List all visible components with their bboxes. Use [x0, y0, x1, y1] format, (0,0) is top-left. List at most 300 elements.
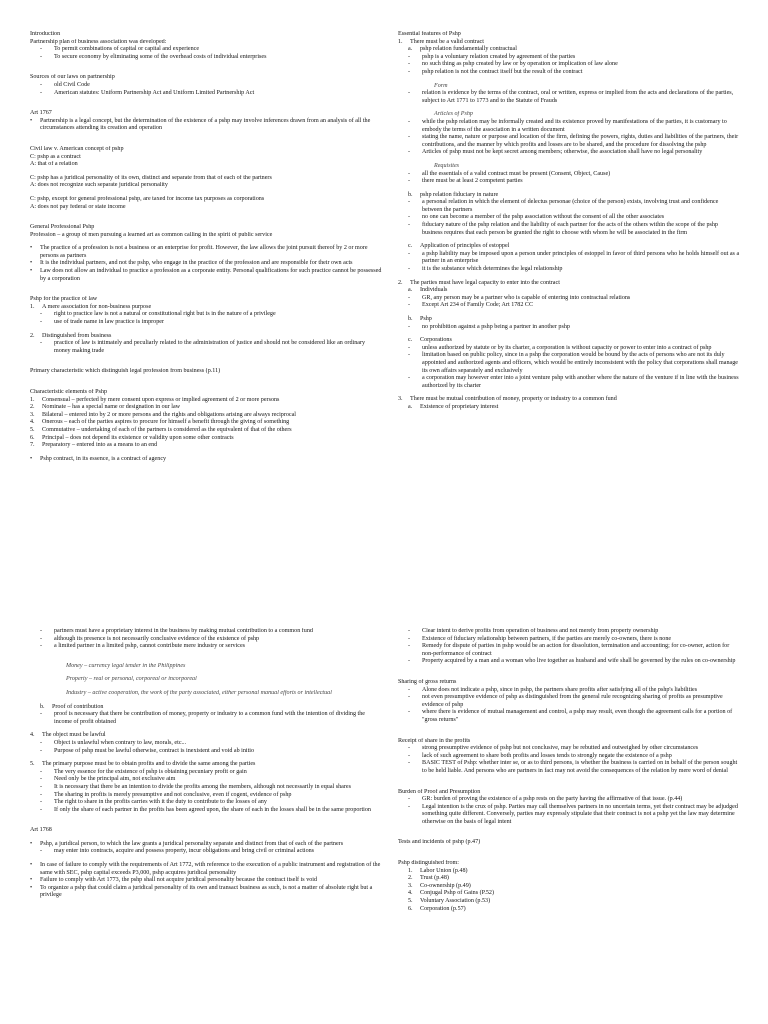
item-number: 7. [30, 442, 35, 449]
list-item [30, 54, 382, 62]
spacer [398, 847, 740, 853]
list-item [30, 90, 382, 98]
item-number: c. [408, 243, 413, 250]
list-item [30, 848, 382, 856]
item-number: 3. [398, 396, 403, 403]
subheading: Industry – active cooperation, the work of the party associated, either personal manual efforts or intellectual [66, 689, 332, 696]
item-text: The practice of a profession is not a business or an enterprise for profit. However, the law allows the joint pursuit thereof by 2 or more persons as partners [40, 245, 368, 259]
dash-icon: - [40, 340, 43, 347]
numbered-item [398, 404, 740, 412]
dash-icon: - [40, 739, 43, 746]
spacer [30, 651, 382, 657]
dash-icon: - [40, 53, 43, 60]
item-text: no one can become a member of the pshp association without the consent of all the other associates [422, 214, 665, 221]
list-item [30, 807, 382, 815]
dash-icon: - [408, 709, 411, 716]
dash-icon: - [408, 796, 411, 803]
item-number: 5. [408, 898, 413, 905]
item-text: all the essentials of a valid contract must be present (Consent, Object, Cause) [422, 170, 611, 177]
list-item [398, 171, 740, 179]
list-item [30, 245, 382, 260]
item-number: 1. [30, 303, 35, 310]
numbered-item [398, 46, 740, 54]
list-item [30, 46, 382, 54]
item-number: 2. [408, 875, 413, 882]
item-text: Need only be the principal aim, not exclusive aim [54, 776, 176, 783]
numbered-item [398, 396, 740, 404]
item-text: pshp relation is not the contract itself but the result of the contract [422, 68, 583, 75]
bullet-icon: • [30, 840, 33, 847]
bottom-right-column [398, 628, 740, 1024]
dash-icon: - [408, 250, 411, 257]
dash-icon: - [40, 311, 43, 318]
item-text: may enter into contracts, acquire and possess property, incur obligations and bring civil or criminal actions [54, 848, 315, 855]
list-item [398, 658, 740, 666]
numbered-item [30, 435, 382, 443]
item-text: Partnership is a legal concept, but the determination of the existence of a pshp may involve inferences drawn from an analysis of all the circumstances attending its creation and operation [40, 117, 371, 132]
item-number: 5. [30, 426, 35, 433]
item-text: Trust (p.48) [420, 875, 449, 882]
dash-icon: - [408, 686, 411, 693]
numbered-item [30, 732, 382, 740]
numbered-item [30, 442, 382, 450]
subheading: Money – currency legal tender in the Philippines [66, 662, 186, 669]
item-text: lack of such agreement to share both profits and losses tends to strongly negate the existence of a pshp [422, 752, 672, 759]
item-text: Pshp [420, 316, 432, 322]
subheading: Form [434, 82, 448, 89]
bullet-icon: • [30, 117, 33, 124]
spacer [30, 211, 382, 217]
list-item [398, 628, 740, 636]
item-text: The very essence for the existence of pshp is obtaining pecuniary profit or gain [54, 768, 247, 775]
dash-icon: - [408, 214, 411, 221]
spacer [30, 376, 382, 382]
dash-icon: - [40, 643, 43, 650]
item-text: Pshp contract, in its essence, is a contract of agency [40, 455, 167, 462]
list-item [30, 118, 382, 133]
item-text: To organize a pshp that could claim a juridical personality of its own and transact business as such, is not a matter of absolute right but a privilege [40, 884, 373, 899]
dash-icon: - [40, 848, 43, 855]
item-number: a. [408, 46, 413, 53]
bullet-icon: • [30, 884, 33, 891]
item-text: There must be a valid contract [410, 38, 484, 45]
dash-icon: - [40, 806, 43, 813]
subheading: Requisites [434, 162, 460, 169]
numbered-item [398, 868, 740, 876]
numbered-item [30, 397, 382, 405]
spacer [398, 725, 740, 731]
dash-icon: - [40, 791, 43, 798]
item-number: 2. [398, 279, 403, 286]
list-item [398, 69, 740, 77]
list-item [398, 375, 740, 390]
text-line: A: does not pay federal or state income [30, 203, 126, 210]
item-text: no prohibition against a pshp being a partner in another pshp [422, 323, 570, 330]
item-text: proof is necessary that there be contribution of money, property or industry to a common fund with the intention of dividing the income of profit obtained [54, 711, 365, 725]
item-number: b. [40, 703, 45, 710]
dash-icon: - [408, 694, 411, 701]
item-text: Articles of pshp must not be kept secret among members; otherwise, the association shall have no legal personality [422, 149, 703, 156]
item-text: Individuals [420, 287, 448, 294]
item-text: Principal – does not depend its existence or validity upon some other contracts [42, 434, 234, 441]
item-text: pshp is a voluntary relation created by agreement of the parties [422, 53, 576, 60]
item-number: a. [408, 287, 413, 294]
list-item [398, 61, 740, 69]
dash-icon: - [408, 752, 411, 759]
numbered-item [398, 280, 740, 288]
spacer [398, 666, 740, 672]
list-item [30, 885, 382, 900]
item-text: GR, any person may be a partner who is capable of entering into contractual relations [422, 294, 631, 301]
list-item [30, 628, 382, 636]
list-item [30, 841, 382, 849]
list-item [30, 748, 382, 756]
list-item [30, 784, 382, 792]
dash-icon: - [408, 222, 411, 229]
list-item [30, 711, 382, 726]
item-text: limitation based on public policy, since in a pshp the corporation would be bound by the acts of persons who are not its duly appointed and authorized agents and officers, which would be entirely inconsistent with the policy that corporations shall manage its own affairs separately and exclusively [422, 352, 738, 374]
text-line: Introduction [30, 31, 61, 37]
numbered-item [30, 427, 382, 435]
item-number: 4. [30, 419, 35, 426]
bullet-icon: • [30, 260, 33, 267]
item-number: b. [408, 191, 413, 198]
item-text: It is necessary that there be an intention to divide the profits among the members, although not necessarily in equal shares [54, 783, 351, 790]
dash-icon: - [408, 643, 411, 650]
dash-icon: - [40, 747, 43, 754]
dash-icon: - [408, 90, 411, 97]
list-item [398, 266, 740, 274]
item-text: Property acquired by a man and a woman who live together as husband and wife shall be governed by the rules on co-ownership [422, 658, 736, 665]
item-number: c. [408, 337, 413, 344]
section-heading: Tests and incidents of pshp (p.47) [398, 839, 481, 846]
item-text: unless authorized by statute or by its charter, a corporation is without capacity or power to enter into a contract of pshp [422, 344, 712, 351]
item-text: Commutative – undertaking of each of the partners is considered as the equivalent of that of the others [42, 426, 292, 433]
list-item [30, 260, 382, 268]
item-text: Application of principles of estoppel [420, 243, 510, 250]
dash-icon: - [408, 294, 411, 301]
bullet-icon: • [30, 877, 33, 884]
dash-icon: - [40, 768, 43, 775]
item-text: Alone does not indicate a pshp, since in pshp, the partners share profits after satisfying all of the pshp's liabilities [422, 686, 698, 693]
item-text: To secure economy by eliminating some of the overhead costs of individual enterprises [54, 53, 267, 60]
section-heading: General Professional Pshp [30, 224, 95, 231]
item-text: Conjugal Pshp of Gains (P.52) [420, 890, 494, 897]
item-text: To permit combinations of capital or capital and experience [54, 46, 200, 53]
list-item [398, 796, 740, 804]
list-item [30, 456, 382, 464]
item-text: it is the substance which determines the legal relationship [422, 266, 563, 273]
text-line: Essential features of Pshp [398, 31, 461, 37]
item-text: BASIC TEST of Pshp: whether inter se, or as to third persons, is whether the business is carried on in behalf of the person sought to be held liable. And persons who are partners in fact may not avoid the consequences of the relation by mere word of denial [422, 760, 738, 774]
item-text: a corporation may however enter into a joint venture pshp with another where the nature of the venture if in line with the business authorized by its charter [422, 375, 739, 389]
item-text: Nominate – has a special name or designation in our law [42, 404, 181, 411]
dash-icon: - [40, 81, 43, 88]
list-item [398, 643, 740, 658]
item-text: practice of law is intimately and peculiarly related to the administration of justice and should not be considered like an ordinary money making trade [54, 340, 366, 354]
list-item [398, 119, 740, 134]
dash-icon: - [408, 344, 411, 351]
dash-icon: - [408, 134, 411, 141]
list-item [30, 799, 382, 807]
dash-icon: - [408, 199, 411, 206]
dash-icon: - [40, 776, 43, 783]
spacer [398, 826, 740, 832]
bullet-icon: • [30, 268, 33, 275]
section-heading: Sources of our laws on partnership [30, 74, 115, 81]
item-number: 4. [408, 890, 413, 897]
section-heading: Characteristic elements of Pshp [30, 389, 107, 395]
list-item [398, 134, 740, 149]
item-text: where there is evidence of mutual management and control, a pshp may result, even though the agreement calls for a portion of "gross returns" [422, 709, 733, 723]
spacer [398, 776, 740, 782]
item-text: Preparatory – entered into as a means to an end [42, 442, 158, 449]
list-item [30, 862, 382, 877]
dash-icon: - [408, 53, 411, 60]
item-number: 3. [30, 411, 35, 418]
section-heading: Sharing of gross returns [398, 678, 457, 685]
item-text: If only the share of each partner in the profits has been agreed upon, the share of each in the losses shall be in the same proportion [54, 806, 371, 813]
dash-icon: - [408, 68, 411, 75]
list-item [398, 804, 740, 827]
list-item [30, 319, 382, 327]
item-text: It is the individual partners, and not the pshp, who engage in the practice of the profession and are responsible for their own acts [40, 260, 353, 267]
list-item [398, 352, 740, 375]
item-text: strong presumptive evidence of pshp but not conclusive, may be rebutted and outweighed by other circumstances [422, 745, 699, 752]
dash-icon: - [40, 711, 43, 718]
spacer [30, 355, 382, 361]
list-item [398, 324, 740, 332]
list-item [30, 769, 382, 777]
spacer [30, 61, 382, 67]
dash-icon: - [408, 118, 411, 125]
dash-icon: - [40, 635, 43, 642]
numbered-item [30, 419, 382, 427]
item-text: Proof of contribution [52, 703, 104, 710]
top-right-column [398, 31, 740, 583]
list-item [30, 268, 382, 283]
item-text: while the pshp relation may be informally created and its existence proved by manifestations of the parties, it is customary to embody the terms of the association in a written document [422, 118, 727, 133]
item-text: Existence of proprietary interest [420, 403, 499, 410]
item-text: relation is evidence by the terms of the contract, oral or written, express or implied from the acts and declarations of the parties, subject to Art 1771 to 1773 and to the Statute of Frauds [422, 90, 734, 104]
dash-icon: - [40, 799, 43, 806]
item-text: not even presumptive evidence of pshp as distinguished from the general rule recognizing sharing of profits as presumptive evidence of pshp [422, 694, 723, 708]
subheading: Articles of Pshp [434, 111, 473, 118]
text-line: A: that of a relation [30, 161, 78, 168]
item-text: although its presence is not necessarily conclusive evidence of the existence of pshp [54, 635, 260, 642]
numbered-item [30, 404, 382, 412]
dash-icon: - [408, 635, 411, 642]
spacer [30, 133, 382, 139]
dash-icon: - [408, 323, 411, 330]
numbered-item [398, 243, 740, 251]
list-item [30, 340, 382, 355]
dash-icon: - [408, 170, 411, 177]
top-left-column [30, 31, 382, 583]
list-item [398, 760, 740, 775]
item-text: Clear intent to derive profits from operation of business and not merely from property ownership [422, 628, 659, 634]
section-heading: Art 1767 [30, 110, 52, 117]
subheading: Property – real or personal, corporeal or incorporeal [66, 676, 197, 683]
spacer [30, 283, 382, 289]
dash-icon: - [40, 783, 43, 790]
numbered-item [398, 316, 740, 324]
item-number: 3. [408, 882, 413, 889]
section-heading: Civil law v. American concept of pshp [30, 145, 124, 152]
dash-icon: - [408, 760, 411, 767]
list-item [398, 178, 740, 186]
item-text: pshp relation fundamentally contractual [420, 46, 517, 53]
item-text: Labor Union (p.48) [420, 867, 468, 874]
dash-icon: - [408, 149, 411, 156]
section-heading: Art 1768 [30, 827, 52, 834]
dash-icon: - [408, 302, 411, 309]
item-number: 6. [408, 905, 413, 912]
dash-icon: - [40, 319, 43, 326]
list-item [398, 149, 740, 157]
dash-icon: - [408, 266, 411, 273]
text-line: Partnership plan of business association was developed: [30, 38, 167, 45]
list-item [30, 740, 382, 748]
item-text: American statutes: Uniform Partnership Act and Uniform Limited Partnership Act [54, 89, 255, 96]
item-text: Onerous – each of the parties aspires to procure for himself a benefit through the giving of something [42, 419, 290, 426]
list-item [398, 709, 740, 724]
list-item [30, 877, 382, 885]
item-text: Purpose of pshp must be lawful otherwise, contract is inexistent and void ab initio [54, 747, 255, 754]
section-heading: Primary characteristic which distinguish legal profession from business (p.11) [30, 368, 221, 375]
list-item [398, 251, 740, 266]
spacer [30, 97, 382, 103]
item-text: A mere association for non-business purpose [42, 303, 152, 310]
list-item [398, 199, 740, 214]
list-item [30, 311, 382, 319]
item-text: there must be at least 2 competent parties [422, 178, 523, 185]
dash-icon: - [40, 628, 43, 634]
section-heading: Pshp for the practice of law [30, 296, 98, 303]
item-text: Distinguished from business [42, 332, 112, 339]
text-line: Profession – a group of men pursuing a learned art as common calling in the spirit of public service [30, 231, 273, 238]
list-item [398, 90, 740, 105]
item-text: right to practice law is not a natural or constitutional right but is in the nature of a privilege [54, 311, 276, 318]
list-item [30, 776, 382, 784]
item-number: b. [408, 316, 413, 322]
item-number: 4. [30, 732, 35, 739]
item-text: The sharing in profits is merely presumptive and not conclusive, even if cogent, evidence of pshp [54, 791, 292, 798]
item-text: a pshp liability may be imposed upon a person under principles of estoppel in favor of third persons who he holds himself out as a partner in an enterprise [422, 250, 740, 265]
item-text: Existence of fiduciary relationship between partners, if the parties are merely co-owners, there is none [422, 635, 672, 642]
dash-icon: - [408, 628, 411, 634]
item-text: The object must be lawful [42, 732, 106, 739]
item-text: use of trade name in law practice is improper [54, 319, 164, 326]
item-number: 6. [30, 434, 35, 441]
bullet-icon: • [30, 862, 33, 869]
list-item [30, 792, 382, 800]
item-text: The parties must have legal capacity to enter into the contract [410, 279, 560, 286]
text-line: C: pshp has a juridical personality of its own, distinct and separate from that of each of the partners [30, 174, 272, 181]
item-text: Remedy for dispute of parties in pshp would be an action for dissolution, termination and accounting; for co-owner, action for non-performance of contract [422, 643, 730, 657]
dash-icon: - [408, 352, 411, 359]
item-text: Law does not allow an individual to practice a profession as a corporate entity. Personal qualifications for such practice cannot be possessed by a corporation [40, 268, 382, 282]
spacer [30, 814, 382, 820]
dash-icon: - [40, 46, 43, 53]
dash-icon: - [408, 658, 411, 665]
item-text: Bilateral – entered into by 2 or more persons and the rights and obligations arising are always reciprocal [42, 411, 296, 418]
list-item [398, 302, 740, 310]
item-number: a. [408, 403, 413, 410]
item-text: stating the name, nature or purpose and location of the firm, defining the powers, rights, duties and liabilities of the partners, their contributions, and the manner by which profits and losses are to be shared, and the procedure for dissolving the pshp [422, 134, 739, 148]
item-text: partners must have a proprietary interest in the business by making mutual contribution to a common fund [54, 628, 313, 634]
item-text: Except Art 234 of Family Code; Art 1782 CC [422, 302, 534, 309]
list-item [398, 745, 740, 753]
item-text: a personal relation in which the element of delectus personae (choice of the person) exists, involving trust and confidence between the partners [422, 199, 719, 213]
bullet-icon: • [30, 245, 33, 252]
numbered-item [30, 761, 382, 769]
numbered-item [398, 890, 740, 898]
item-text: Legal intention is the crux of pshp. Parties may call themselves partners in no uncertain terms, yet their contract may be adjudged something quite different. Conversely, parties may expressly stipulate that their contract is not a pshp yet the law may determine otherwise on the basis of legal intent [422, 803, 738, 825]
item-text: old Civil Code [54, 81, 90, 88]
bullet-icon: • [30, 455, 33, 462]
dash-icon: - [408, 803, 411, 810]
list-item [398, 694, 740, 709]
item-text: fiduciary nature of the pshp relation and the liability of each partner for the acts of the others within the scope of the pshp business requires that each person be granted the right to choose with whom he will be associated in the firm [422, 222, 718, 236]
list-item [30, 643, 382, 651]
text-line: C: pshp as a contract [30, 153, 81, 160]
item-text: Object is unlawful when contrary to law, morals, etc... [54, 739, 187, 746]
item-number: 5. [30, 761, 35, 768]
text-line: C: pshp, except for general professional pshp, are taxed for income tax purposes as corporations [30, 195, 265, 202]
numbered-item [398, 337, 740, 345]
item-text: a limited partner in a limited pshp, cannot contribute mere industry or services [54, 643, 246, 650]
item-text: Co-ownership (p.49) [420, 882, 471, 889]
item-text: Voluntary Association (p.53) [420, 898, 491, 905]
item-text: Consensual – perfected by mere consent upon express or implied agreement of 2 or more persons [42, 396, 280, 403]
list-item [30, 82, 382, 90]
item-text: Pshp, a juridical person, to which the law grants a juridical personality separate and distinct from that of each of the partners [40, 840, 344, 847]
item-number: 2. [30, 404, 35, 411]
item-number: 1. [408, 867, 413, 874]
item-text: There must be mutual contribution of money, property or industry to a common fund [410, 396, 617, 403]
list-item [30, 636, 382, 644]
section-heading: Burden of Proof and Presumption [398, 788, 481, 795]
numbered-item [398, 906, 740, 914]
item-text: pshp relation fiduciary in nature [420, 191, 499, 198]
dash-icon: - [408, 745, 411, 752]
dash-icon: - [408, 61, 411, 68]
item-number: 2. [30, 332, 35, 339]
item-number: 1. [30, 396, 35, 403]
section-heading: Receipt of share in the profits [398, 737, 471, 744]
dash-icon: - [40, 89, 43, 96]
dash-icon: - [408, 375, 411, 382]
item-text: The right to share in the profits carries with it the duty to contribute to the losses of any [54, 799, 267, 806]
numbered-item [398, 875, 740, 883]
list-item [398, 214, 740, 222]
list-item [398, 222, 740, 237]
dash-icon: - [408, 178, 411, 185]
item-text: Corporations [420, 337, 452, 344]
section-heading: Pshp distinguished from: [398, 860, 459, 867]
numbered-item [398, 898, 740, 906]
bottom-left-column [30, 628, 382, 1024]
item-number: 1. [398, 38, 403, 45]
item-text: The primary purpose must be to obtain profits and to divide the same among the parties [42, 761, 256, 768]
item-text: In case of failure to comply with the requirements of Art 1772, with reference to the execution of a public instrument and registration of the same with SEC, pshp capital exceeds P3,000, pshp acquires juridical personality [40, 862, 381, 876]
item-text: Failure to comply with Art 1773, the pshp shall not acquire juridical personality because the contract itself is void [40, 877, 318, 884]
numbered-item [398, 287, 740, 295]
item-text: Corporation (p.57) [420, 905, 466, 912]
item-text: GR: burden of proving the existence of a pshp rests on the party having the affirmative of that issue. (p.44) [422, 796, 683, 803]
item-text: no such thing as pshp created by law or by operation or implication of law alone [422, 61, 618, 68]
